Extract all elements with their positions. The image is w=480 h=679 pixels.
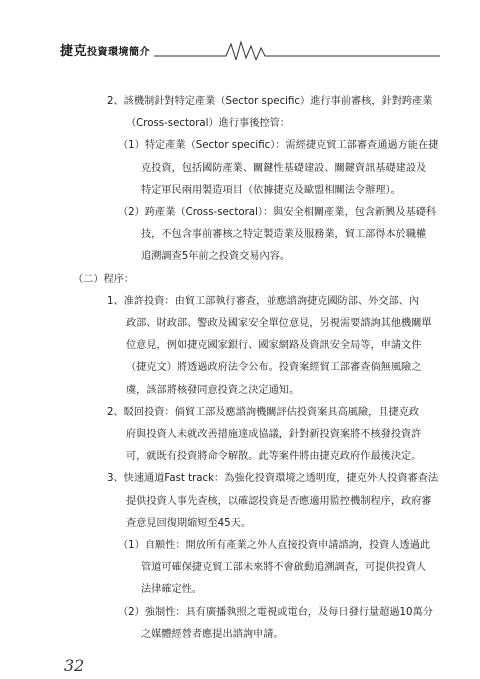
text-line: 府與投資人未就改善措施達成協議，針對新投資案將不核發投資許 [126, 429, 422, 440]
text-line: 2、駁回投資：倘貿工部及應諮詢機關評估投資案具高風險，且捷克政 [107, 406, 420, 418]
text-line: 位意見，例如捷克國家銀行、國家網路及資訊安全局等，申請文件 [126, 340, 422, 352]
text-line: （捷克文）將透過政府法令公布。投資案經貿工部審查倘無風險之 [126, 362, 422, 374]
text-line: 特定軍民兩用製造項目（依據捷克及歐盟相關法令辦理）。 [141, 184, 401, 196]
text-line: 3、快速通道Fast track：為強化投資環境之透明度，捷克外人投資審查法 [107, 473, 439, 485]
text-line: 管道可確保捷克貿工部未來將不會啟動追溯調查，可提供投資人 [141, 562, 427, 574]
header-title-rest: 投資環境簡介 [87, 47, 151, 58]
text-line: 1、准許投資：由貿工部執行審查，並應諮詢捷克國防部、外交部、內 [107, 295, 420, 307]
text-line: 法律確定性。 [141, 584, 203, 596]
text-line: （Cross-sectoral）進行事後控管： [126, 118, 290, 130]
page-number: 32 [64, 656, 85, 675]
text-line: （2）強制性：具有廣播執照之電視或電台，及每日發行量超過10萬分 [118, 606, 433, 618]
text-line: （1）自願性：開放所有產業之外人直接投資申請諮詢，投資人透過此 [118, 540, 431, 551]
text-line: （1）特定產業（Sector specific）：需經捷克貿工部審查通過方能在捷 [118, 140, 439, 152]
text-line: （2）跨產業（Cross-sectoral）：與安全相關產業，包含新興及基礎科 [118, 207, 437, 218]
section-heading: （二）程序： [73, 273, 135, 285]
text-line: 虞，該部將核發同意投資之決定通知。 [126, 384, 300, 396]
text-line: 查意見回復期縮短至45天。 [126, 517, 252, 529]
text-line: 可，就既有投資將命令解散。此等案件將由捷克政府作最後決定。 [126, 451, 422, 463]
text-line: 克投資，包括國防產業、關鍵性基礎建設、關鍵資訊基礎建設及 [141, 162, 427, 174]
page-header [60, 38, 440, 60]
text-line: 之媒體經營者應提出諮詢申請。 [141, 628, 284, 640]
text-line: 追溯調查5年前之投資交易內容。 [141, 251, 291, 263]
text-line: 提供投資人事先查核，以確認投資是否應適用監控機制程序，政府審 [126, 495, 432, 507]
header-title [60, 40, 154, 59]
text-line: 技，不包含事前審核之特定製造業及服務業，貿工部得本於職權 [141, 229, 427, 241]
header-title-main: 捷克 [60, 44, 88, 59]
text-line: 2、該機制針對特定產業（Sector specific）進行事前審核，針對跨產業 [107, 96, 433, 107]
text-line: 政部、財政部、警政及國家安全單位意見，另視需要諮詢其他機關單 [126, 318, 432, 329]
